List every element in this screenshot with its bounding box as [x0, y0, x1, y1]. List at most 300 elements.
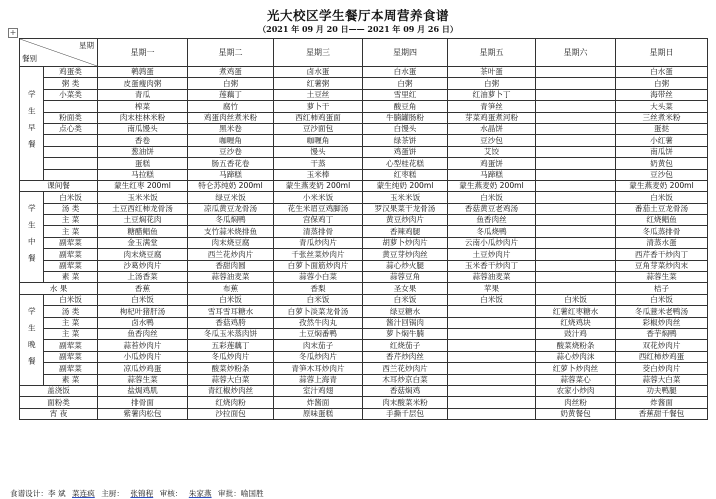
menu-cell: 蒙生燕麦奶 200ml — [274, 180, 363, 191]
row-label: 点心类 — [44, 123, 98, 134]
menu-cell: 心型桂花糕 — [363, 158, 448, 169]
row-label: 鸡蛋类 — [44, 67, 98, 78]
menu-cell: 萝卜焖牛腩 — [363, 328, 448, 339]
menu-cell: 绿豆米饭 — [188, 192, 274, 203]
menu-cell: 萝卜干 — [274, 101, 363, 112]
menu-cell: 小红薯 — [616, 135, 708, 146]
menu-cell: 冬瓜炒肉片 — [274, 351, 363, 362]
lunch-row — [20, 215, 708, 226]
menu-cell: 清蒸水蛋 — [616, 237, 708, 248]
dinner-row — [20, 294, 708, 305]
menu-cell: 蛋挞 — [616, 123, 708, 134]
menu-cell: 香菇焖鸡 — [363, 385, 448, 396]
menu-cell: 蒜蓉油麦菜 — [448, 272, 536, 283]
menu-cell: 艾饺 — [448, 146, 536, 157]
page-title: 光大校区学生餐厅本周营养食谱 — [266, 8, 449, 23]
menu-cell: 香菇黄豆老鸡汤 — [448, 203, 536, 214]
lunch-row — [20, 203, 708, 214]
menu-cell: 红薯红枣糖水 — [536, 306, 616, 317]
menu-cell: 农家小炒肉 — [536, 385, 616, 396]
menu-cell: 奶黄餐包 — [536, 408, 616, 419]
menu-cell: 蒜蓉大白菜 — [616, 374, 708, 385]
extra-meal-row — [20, 408, 708, 419]
menu-cell: 大头菜 — [616, 101, 708, 112]
day-header: 星期二 — [188, 39, 274, 67]
menu-cell: 盐焗鸡肌 — [98, 385, 188, 396]
menu-cell: 宫保鸡丁 — [274, 215, 363, 226]
row-label: 副荤菜 — [44, 351, 98, 362]
menu-cell: 白粥 — [363, 78, 448, 89]
menu-cell: 马蹄糕 — [448, 169, 536, 180]
dinner-row — [20, 351, 708, 362]
breakfast-row — [20, 146, 708, 157]
menu-cell: 支竹蒜米烧排鱼 — [188, 226, 274, 237]
lunch-row — [20, 237, 708, 248]
menu-cell: 彩椒炒肉丝 — [616, 317, 708, 328]
menu-cell: 青瓜炒肉片 — [274, 237, 363, 248]
menu-cell: 马拉糕 — [98, 169, 188, 180]
menu-cell: 排骨面 — [98, 397, 188, 408]
menu-cell: 枸杞叶猪肝汤 — [98, 306, 188, 317]
menu-cell — [448, 306, 536, 317]
menu-cell: 豆角芽菜炒肉末 — [616, 260, 708, 271]
menu-cell — [536, 89, 616, 100]
row-label — [44, 169, 98, 180]
menu-cell: 红烧鸡块 — [536, 317, 616, 328]
menu-cell: 玉米米饭 — [363, 192, 448, 203]
menu-cell: 白米饭 — [188, 294, 274, 305]
menu-cell: 青笋丝 — [448, 101, 536, 112]
menu-cell: 蒜蓉生菜 — [616, 272, 708, 283]
menu-cell: 白粥 — [188, 78, 274, 89]
menu-cell — [536, 123, 616, 134]
menu-cell: 白馒头 — [363, 123, 448, 134]
menu-cell — [536, 203, 616, 214]
row-label: 白米饭 — [44, 192, 98, 203]
menu-cell: 凉瓜炒鸡蛋 — [98, 363, 188, 374]
menu-cell: 布蕉 — [188, 283, 274, 294]
menu-cell: 云南小瓜炒肉片 — [448, 237, 536, 248]
menu-cell: 冬瓜烧鸭 — [448, 226, 536, 237]
menu-cell — [448, 374, 536, 385]
menu-cell: 蒙生纯奶 200ml — [363, 180, 448, 191]
menu-cell: 蒜蓉上海青 — [274, 374, 363, 385]
table-header-row — [20, 39, 708, 67]
menu-cell: 白米饭 — [448, 294, 536, 305]
breakfast-row — [20, 101, 708, 112]
menu-cell: 五彩莲藕丁 — [188, 340, 274, 351]
menu-cell: 清蒸排骨 — [274, 226, 363, 237]
tea-break-row — [20, 180, 708, 191]
menu-cell: 炸酱面 — [616, 397, 708, 408]
menu-cell: 功夫鸭腿 — [616, 385, 708, 396]
row-label: 汤 类 — [44, 306, 98, 317]
row-label: 盖浇饭 — [20, 385, 98, 396]
breakfast-row — [20, 169, 708, 180]
menu-cell: 室汁鸡翅 — [274, 385, 363, 396]
menu-cell: 木耳炒京白菜 — [363, 374, 448, 385]
menu-cell: 蒙生红枣 200ml — [98, 180, 188, 191]
menu-cell: 绿豆糖水 — [363, 306, 448, 317]
row-label: 主 菜 — [44, 317, 98, 328]
row-label: 素 菜 — [44, 374, 98, 385]
row-label: 课间餐 — [20, 180, 98, 191]
menu-cell: 西红柿炒鸡蛋 — [616, 351, 708, 362]
menu-cell: 绿茶饼 — [363, 135, 448, 146]
menu-cell: 白米饭 — [616, 294, 708, 305]
menu-cell: 白水蛋 — [616, 67, 708, 78]
row-label: 副荤菜 — [44, 363, 98, 374]
menu-cell: 腐竹 — [188, 101, 274, 112]
footer-credits — [10, 488, 268, 499]
menu-cell: 蒜蓉豆角 — [363, 272, 448, 283]
day-header: 星期五 — [448, 39, 536, 67]
menu-cell — [536, 158, 616, 169]
menu-cell: 肠五香花卷 — [188, 158, 274, 169]
menu-cell: 黄豆炒肉片 — [363, 215, 448, 226]
row-label: 水 果 — [20, 283, 98, 294]
extra-meal-row — [20, 397, 708, 408]
menu-cell: 皮蛋瘦肉粥 — [98, 78, 188, 89]
menu-cell: 蒙生燕麦奶 200ml — [616, 180, 708, 191]
day-header: 星期四 — [363, 39, 448, 67]
menu-cell: 西兰花炒肉片 — [188, 249, 274, 260]
menu-cell: 莲藕丁 — [188, 89, 274, 100]
dinner-row — [20, 328, 708, 339]
meal-group-label: 学生早餐 — [20, 67, 44, 181]
menu-cell: 罗汉果菜干龙骨汤 — [363, 203, 448, 214]
menu-cell: 原味蛋糕 — [274, 408, 363, 419]
menu-cell: 手撕千层包 — [363, 408, 448, 419]
menu-cell: 鸡蛋饼 — [363, 146, 448, 157]
menu-cell: 咖喱角 — [188, 135, 274, 146]
extra-meal-row — [20, 385, 708, 396]
lunch-row — [20, 272, 708, 283]
menu-cell: 鸡蛋肉丝煮米粉 — [188, 112, 274, 123]
breakfast-row — [20, 123, 708, 134]
row-label: 粉面类 — [44, 112, 98, 123]
menu-cell: 豆沙卷 — [188, 146, 274, 157]
menu-cell: 蒙生燕麦奶 200ml — [448, 180, 536, 191]
breakfast-row — [20, 112, 708, 123]
menu-cell: 冬瓜玉米蒸肉饼 — [188, 328, 274, 339]
menu-cell: 青瓜 — [98, 89, 188, 100]
menu-cell: 雪耳雪耳糖水 — [188, 306, 274, 317]
menu-cell: 白水蛋 — [363, 67, 448, 78]
menu-cell: 沙葛炒肉片 — [98, 260, 188, 271]
menu-cell: 香芋焖鸭 — [616, 328, 708, 339]
breakfast-row — [20, 89, 708, 100]
menu-cell: 西芹香干炒肉丁 — [616, 249, 708, 260]
menu-cell: 煮鸡蛋 — [188, 67, 274, 78]
menu-cell — [536, 226, 616, 237]
menu-cell: 鱼香肉丝 — [98, 328, 188, 339]
menu-cell: 圣女果 — [363, 283, 448, 294]
lunch-row — [20, 249, 708, 260]
menu-cell: 炸酱面 — [274, 397, 363, 408]
menu-cell: 蒜蓉油麦菜 — [188, 272, 274, 283]
row-label: 小菜类 — [44, 89, 98, 100]
menu-cell — [536, 146, 616, 157]
menu-cell: 白米饭 — [274, 294, 363, 305]
menu-cell — [536, 283, 616, 294]
menu-cell: 豆沙包 — [616, 169, 708, 180]
menu-cell: 酸菜烧粉条 — [536, 340, 616, 351]
menu-cell: 肉末酸菜米粉 — [363, 397, 448, 408]
lunch-row — [20, 260, 708, 271]
menu-cell: 土豆西红柿龙骨汤 — [98, 203, 188, 214]
menu-cell: 白米饭 — [98, 294, 188, 305]
menu-cell — [536, 180, 616, 191]
menu-cell: 葱油饼 — [98, 146, 188, 157]
menu-cell: 小米米饭 — [274, 192, 363, 203]
menu-cell — [536, 135, 616, 146]
menu-cell: 红薯粥 — [274, 78, 363, 89]
row-label: 副荤菜 — [44, 260, 98, 271]
menu-cell: 茶叶蛋 — [448, 67, 536, 78]
menu-cell: 红萝卜炒肉丝 — [536, 363, 616, 374]
menu-cell: 千张丝菜炒肉片 — [274, 249, 363, 260]
menu-cell: 土豆焖花肉 — [98, 215, 188, 226]
menu-cell: 鹌鹑蛋 — [98, 67, 188, 78]
menu-cell: 豆沙面包 — [274, 123, 363, 134]
breakfast-row — [20, 135, 708, 146]
row-label — [44, 135, 98, 146]
menu-cell: 青笋木耳炒肉片 — [274, 363, 363, 374]
menu-cell: 冬瓜蒸排骨 — [616, 226, 708, 237]
menu-cell: 白萝卜淡菜龙骨汤 — [274, 306, 363, 317]
menu-cell: 双花炒肉片 — [616, 340, 708, 351]
menu-cell: 白米饭 — [448, 192, 536, 203]
menu-cell: 肉丝粉 — [536, 397, 616, 408]
menu-cell: 香辣鸡腿 — [363, 226, 448, 237]
menu-cell: 榨菜 — [98, 101, 188, 112]
menu-cell: 特仑苏纯奶 200ml — [188, 180, 274, 191]
menu-cell — [448, 385, 536, 396]
row-label: 宵 夜 — [20, 408, 98, 419]
menu-cell: 三丝煮米粉 — [616, 112, 708, 123]
row-label: 副荤菜 — [44, 340, 98, 351]
menu-cell: 豉汁鸡 — [536, 328, 616, 339]
breakfast-row — [20, 158, 708, 169]
menu-cell: 紫薯肉松包 — [98, 408, 188, 419]
menu-cell: 干蒸 — [274, 158, 363, 169]
row-label: 副荤菜 — [44, 237, 98, 248]
menu-cell: 蒜苔炒肉片 — [98, 340, 188, 351]
menu-cell: 豆沙包 — [448, 135, 536, 146]
menu-cell — [536, 112, 616, 123]
menu-cell: 香芹炒肉丝 — [363, 351, 448, 362]
day-header: 星期六 — [536, 39, 616, 67]
menu-cell: 雪里红 — [363, 89, 448, 100]
menu-cell: 胡萝卜炒肉片 — [363, 237, 448, 248]
lunch-row — [20, 226, 708, 237]
menu-cell: 番茄土豆龙骨汤 — [616, 203, 708, 214]
footer-reviewer-label: 审核： — [159, 489, 183, 498]
fruit-row — [20, 283, 708, 294]
menu-cell: 红烧茄子 — [363, 340, 448, 351]
footer-designer-2: 菜连疯 — [72, 489, 95, 498]
menu-cell: 茭白炒肉片 — [616, 363, 708, 374]
menu-cell: 西兰花炒肉片 — [363, 363, 448, 374]
menu-cell: 玉米香干炒肉丁 — [448, 260, 536, 271]
table-move-handle-icon[interactable]: + — [9, 28, 17, 37]
row-label: 主 菜 — [44, 215, 98, 226]
menu-cell: 白粥 — [616, 78, 708, 89]
menu-cell: 黑米卷 — [188, 123, 274, 134]
menu-cell: 红油萝卜丁 — [448, 89, 536, 100]
weekly-menu-table — [19, 38, 708, 420]
footer-designer: 食谱设计：李 斌 — [10, 489, 66, 498]
menu-cell: 冬瓜薏米老鸭汤 — [616, 306, 708, 317]
menu-cell — [536, 67, 616, 78]
menu-cell: 青红椒炒肉丝 — [188, 385, 274, 396]
menu-cell: 南瓜饼 — [616, 146, 708, 157]
menu-cell: 咖喱角 — [274, 135, 363, 146]
menu-cell — [536, 272, 616, 283]
menu-cell: 沙拉面包 — [188, 408, 274, 419]
day-header: 星期三 — [274, 39, 363, 67]
menu-cell: 肉末茄子 — [274, 340, 363, 351]
menu-cell: 水晶饼 — [448, 123, 536, 134]
date-range: （2021 年 09 月 20 日—— 2021 年 09 月 26 日） — [258, 24, 458, 34]
breakfast-row — [20, 67, 708, 78]
corner-day-label: 星期 — [79, 41, 94, 50]
menu-cell: 糖醋鲳鱼 — [98, 226, 188, 237]
footer-chef-name: 张锦程 — [130, 489, 154, 498]
menu-cell — [536, 169, 616, 180]
menu-cell: 蒜蓉小白菜 — [274, 272, 363, 283]
menu-cell — [448, 328, 536, 339]
day-header: 星期日 — [616, 39, 708, 67]
dinner-row — [20, 306, 708, 317]
menu-cell: 冬瓜焖鸭 — [188, 215, 274, 226]
row-label: 粥 类 — [44, 78, 98, 89]
menu-cell: 肉末烧豆腐 — [188, 237, 274, 248]
menu-cell: 香甜肉圆 — [188, 260, 274, 271]
menu-cell: 酸菜炒粉条 — [188, 363, 274, 374]
menu-cell: 香蕉 — [98, 283, 188, 294]
menu-cell: 白米饭 — [616, 192, 708, 203]
menu-cell: 红烧鲳鱼 — [616, 215, 708, 226]
day-header: 星期一 — [98, 39, 188, 67]
menu-cell: 蛋糕 — [98, 158, 188, 169]
menu-cell: 馒头 — [274, 146, 363, 157]
menu-cell: 土豆丝 — [274, 89, 363, 100]
menu-cell: 土豆炒肉片 — [448, 249, 536, 260]
menu-cell — [536, 78, 616, 89]
menu-cell: 马蹄糕 — [188, 169, 274, 180]
dinner-row — [20, 317, 708, 328]
menu-cell — [448, 397, 536, 408]
menu-cell — [448, 317, 536, 328]
row-label: 副荤菜 — [44, 249, 98, 260]
menu-cell: 海带丝 — [616, 89, 708, 100]
footer-chef-label: 主厨： — [101, 489, 124, 498]
menu-cell — [448, 408, 536, 419]
menu-cell — [536, 215, 616, 226]
menu-cell: 酱汁回锅肉 — [363, 317, 448, 328]
menu-cell: 花生米眉豆鸡脚汤 — [274, 203, 363, 214]
menu-cell: 蒜蓉生菜 — [98, 374, 188, 385]
menu-cell: 红枣糕 — [363, 169, 448, 180]
menu-cell: 蒜心炒火腿 — [363, 260, 448, 271]
menu-cell — [536, 101, 616, 112]
menu-cell: 孜然牛肉丸 — [274, 317, 363, 328]
menu-cell: 土豆焖番鸭 — [274, 328, 363, 339]
dinner-row — [20, 374, 708, 385]
corner-header-cell — [20, 39, 98, 67]
meal-group-label: 学生中餐 — [20, 192, 44, 283]
menu-cell: 小瓜炒肉片 — [98, 351, 188, 362]
menu-cell: 南瓜馒头 — [98, 123, 188, 134]
menu-cell: 金玉满堂 — [98, 237, 188, 248]
menu-cell: 卤水鸭 — [98, 317, 188, 328]
menu-cell: 香卷 — [98, 135, 188, 146]
lunch-row — [20, 192, 708, 203]
row-label — [44, 101, 98, 112]
menu-cell: 鱼香肉丝 — [448, 215, 536, 226]
row-label: 素 菜 — [44, 272, 98, 283]
menu-cell — [536, 249, 616, 260]
menu-cell: 白米饭 — [536, 294, 616, 305]
row-label: 主 菜 — [44, 226, 98, 237]
menu-cell: 香蕉甜千餐包 — [616, 408, 708, 419]
meal-group-label: 学生晚餐 — [20, 294, 44, 385]
menu-cell: 桔子 — [616, 283, 708, 294]
menu-cell — [448, 351, 536, 362]
menu-cell — [536, 192, 616, 203]
menu-cell — [536, 237, 616, 248]
menu-cell: 黄豆芽炒肉丝 — [363, 249, 448, 260]
row-label: 汤 类 — [44, 203, 98, 214]
menu-cell: 香梨 — [274, 283, 363, 294]
menu-cell: 白萝卜面筋炒肉片 — [274, 260, 363, 271]
menu-cell: 奶黄包 — [616, 158, 708, 169]
row-label: 主 菜 — [44, 328, 98, 339]
menu-cell: 白米饭 — [363, 294, 448, 305]
row-label — [44, 158, 98, 169]
menu-cell: 卤水蛋 — [274, 67, 363, 78]
row-label — [44, 146, 98, 157]
breakfast-row — [20, 78, 708, 89]
footer-approver: 审批：喻国胜 — [218, 489, 264, 498]
footer-reviewer-name: 朱家燕 — [188, 489, 212, 498]
menu-cell: 红烧肉粉 — [188, 397, 274, 408]
menu-cell: 苹果 — [448, 283, 536, 294]
menu-cell: 玉米米饭 — [98, 192, 188, 203]
menu-cell: 香菇鸡胯 — [188, 317, 274, 328]
menu-cell: 上汤香菜 — [98, 272, 188, 283]
menu-cell: 玉米棒 — [274, 169, 363, 180]
menu-cell: 牛腩罐肠粉 — [363, 112, 448, 123]
menu-cell: 西红柿鸡蛋面 — [274, 112, 363, 123]
menu-cell: 肉末桂林米粉 — [98, 112, 188, 123]
menu-cell: 酸豆角 — [363, 101, 448, 112]
menu-cell: 蒜蓉大白菜 — [188, 374, 274, 385]
menu-table-body — [20, 39, 708, 420]
dinner-row — [20, 340, 708, 351]
menu-cell — [448, 340, 536, 351]
menu-cell: 芽菜鸡蛋煮河粉 — [448, 112, 536, 123]
row-label: 白米饭 — [44, 294, 98, 305]
corner-meal-label: 餐别 — [22, 54, 37, 64]
menu-cell — [448, 363, 536, 374]
menu-cell — [536, 260, 616, 271]
menu-cell: 鸡蛋饼 — [448, 158, 536, 169]
menu-cell: 肉末烧豆腐 — [98, 249, 188, 260]
row-label: 面粉类 — [20, 397, 98, 408]
